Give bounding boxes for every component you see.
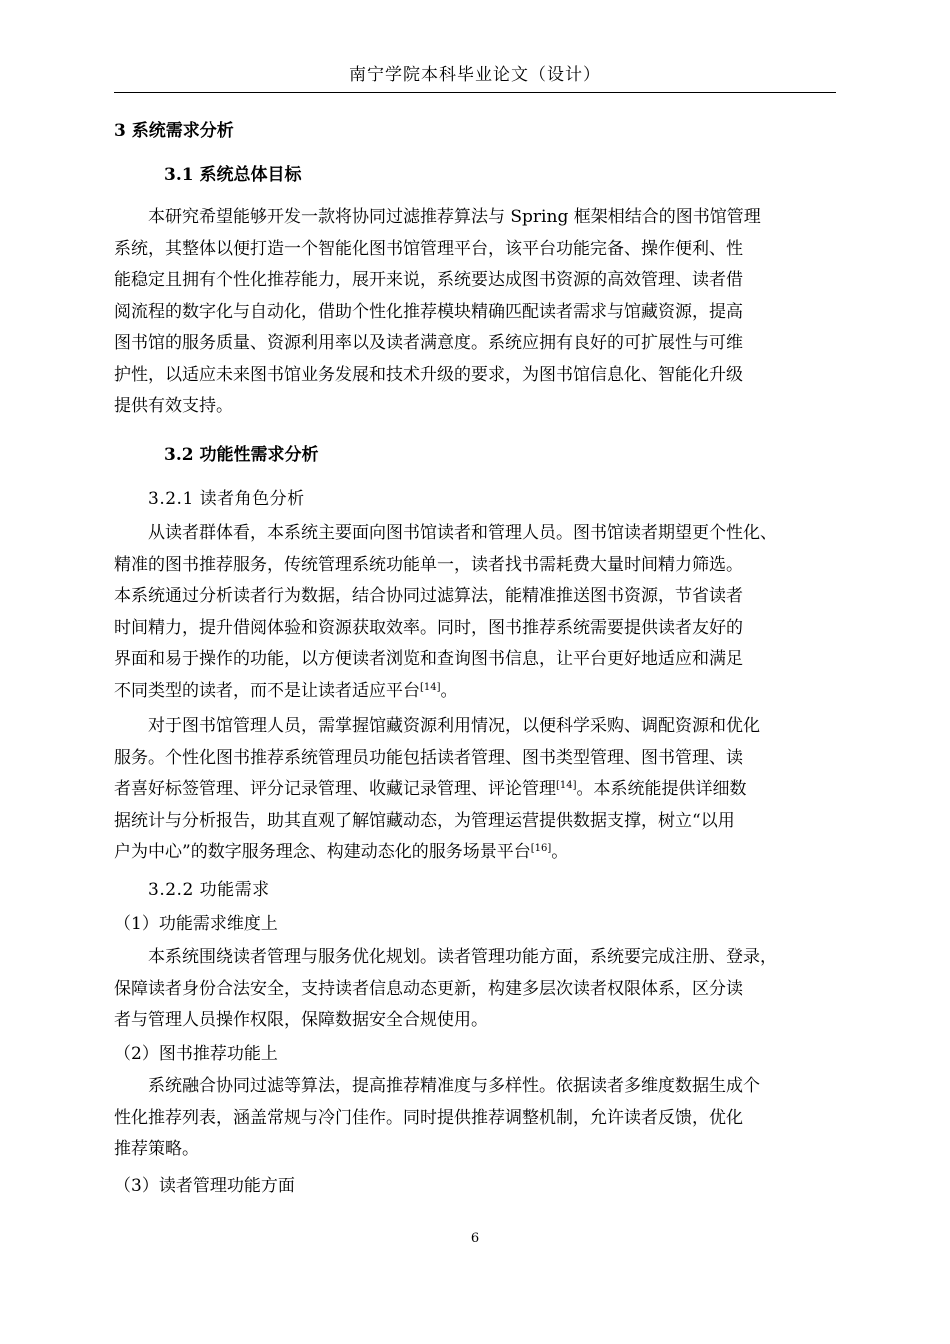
- text-line: 阅流程的数字化与自动化，借助个性化推荐模块精确匹配读者需求与馆藏资源，提高: [114, 301, 743, 322]
- text-line: 推荐策略。: [114, 1139, 199, 1159]
- text-line: 本系统围绕读者管理与服务优化规划。读者管理功能方面，系统要完成注册、登录，: [148, 947, 777, 967]
- text-line: 提供有效支持。: [114, 396, 233, 416]
- text-line: 对于图书馆管理人员，需掌握馆藏资源利用情况，以便科学采购、调配资源和优化: [148, 716, 760, 736]
- subsection-title-3-2: 3.2 功能性需求分析: [164, 445, 319, 465]
- text-segment: 。本系统能提供详细数: [576, 779, 747, 799]
- running-header: 南宁学院本科毕业论文（设计）: [349, 65, 601, 85]
- subsubsection-title-3-2-1: 3.2.1 读者角色分析: [148, 489, 305, 509]
- paragraph-recommendation: [114, 1071, 836, 1166]
- text-line: 护性，以适应未来图书馆业务发展和技术升级的要求，为图书馆信息化、智能化升级: [114, 364, 743, 385]
- text-line: 图书馆的服务质量、资源利用率以及读者满意度。系统应拥有良好的可扩展性与可维: [114, 333, 743, 353]
- list-item-label-1: （1）功能需求维度上: [114, 914, 278, 934]
- citation-ref: [14]: [556, 780, 577, 791]
- text-line: 系统融合协同过滤等算法，提高推荐精准度与多样性。依据读者多维度数据生成个: [148, 1076, 760, 1096]
- text-line: 界面和易于操作的功能，以方便读者浏览和查询图书信息，让平台更好地适应和满足: [114, 649, 743, 669]
- text-line: 据统计与分析报告，助其直观了解馆藏动态，为管理运营提供数据支撑，树立“以用: [114, 810, 735, 831]
- text-segment: 。: [551, 842, 569, 862]
- text-segment: 者喜好标签管理、评分记录管理、收藏记录管理、评论管理: [114, 779, 556, 799]
- text-line: [114, 676, 836, 708]
- subsection-title-3-1: 3.1 系统总体目标: [164, 165, 302, 185]
- text-segment: 不同类型的读者，而不是让读者适应平台: [114, 680, 420, 701]
- text-line: 本研究希望能够开发一款将协同过滤推荐算法与 Spring 框架相结合的图书馆管理: [148, 207, 761, 227]
- header-rule: [114, 92, 836, 93]
- text-line: 精准的图书推荐服务，传统管理系统功能单一，读者找书需耗费大量时间精力筛选。: [114, 554, 743, 575]
- text-line: [114, 774, 836, 806]
- text-line: 保障读者身份合法安全，支持读者信息动态更新，构建多层次读者权限体系，区分读: [114, 978, 743, 999]
- list-item-label-3: （3）读者管理功能方面: [114, 1176, 295, 1196]
- subsubsection-title-3-2-2: 3.2.2 功能需求: [148, 880, 270, 900]
- list-item-label-2: （2）图书推荐功能上: [114, 1044, 278, 1064]
- text-line: 时间精力，提升借阅体验和资源获取效率。同时，图书推荐系统需要提供读者友好的: [114, 617, 743, 638]
- paragraph-overall-goal: [114, 202, 836, 423]
- text-line: 者与管理人员操作权限，保障数据安全合规使用。: [114, 1010, 488, 1030]
- paragraph-functional-dimension: [114, 942, 836, 1037]
- text-line: 从读者群体看，本系统主要面向图书馆读者和管理人员。图书馆读者期望更个性化、: [148, 523, 777, 543]
- text-line: 能稳定且拥有个性化推荐能力，展开来说，系统要达成图书资源的高效管理、读者借: [114, 270, 743, 290]
- citation-ref: [16]: [530, 843, 552, 854]
- text-line: [114, 837, 836, 869]
- text-segment: 。: [440, 680, 458, 701]
- section-title: 3 系统需求分析: [114, 121, 234, 141]
- text-line: 性化推荐列表，涵盖常规与冷门佳作。同时提供推荐调整机制，允许读者反馈，优化: [114, 1107, 743, 1128]
- text-line: 服务。个性化图书推荐系统管理员功能包括读者管理、图书类型管理、图书管理、读: [114, 747, 743, 768]
- text-line: 系统，其整体以便打造一个智能化图书馆管理平台，该平台功能完备、操作便利、性: [114, 238, 743, 259]
- text-segment: 户为中心”的数字服务理念、构建动态化的服务场景平台: [114, 842, 531, 862]
- page-number: 6: [470, 1231, 480, 1246]
- paragraph-admin-analysis: [114, 711, 836, 869]
- text-line: 本系统通过分析读者行为数据，结合协同过滤算法，能精准推送图书资源，节省读者: [114, 586, 743, 606]
- citation-ref: [14]: [420, 681, 441, 693]
- paragraph-reader-analysis: [114, 518, 836, 707]
